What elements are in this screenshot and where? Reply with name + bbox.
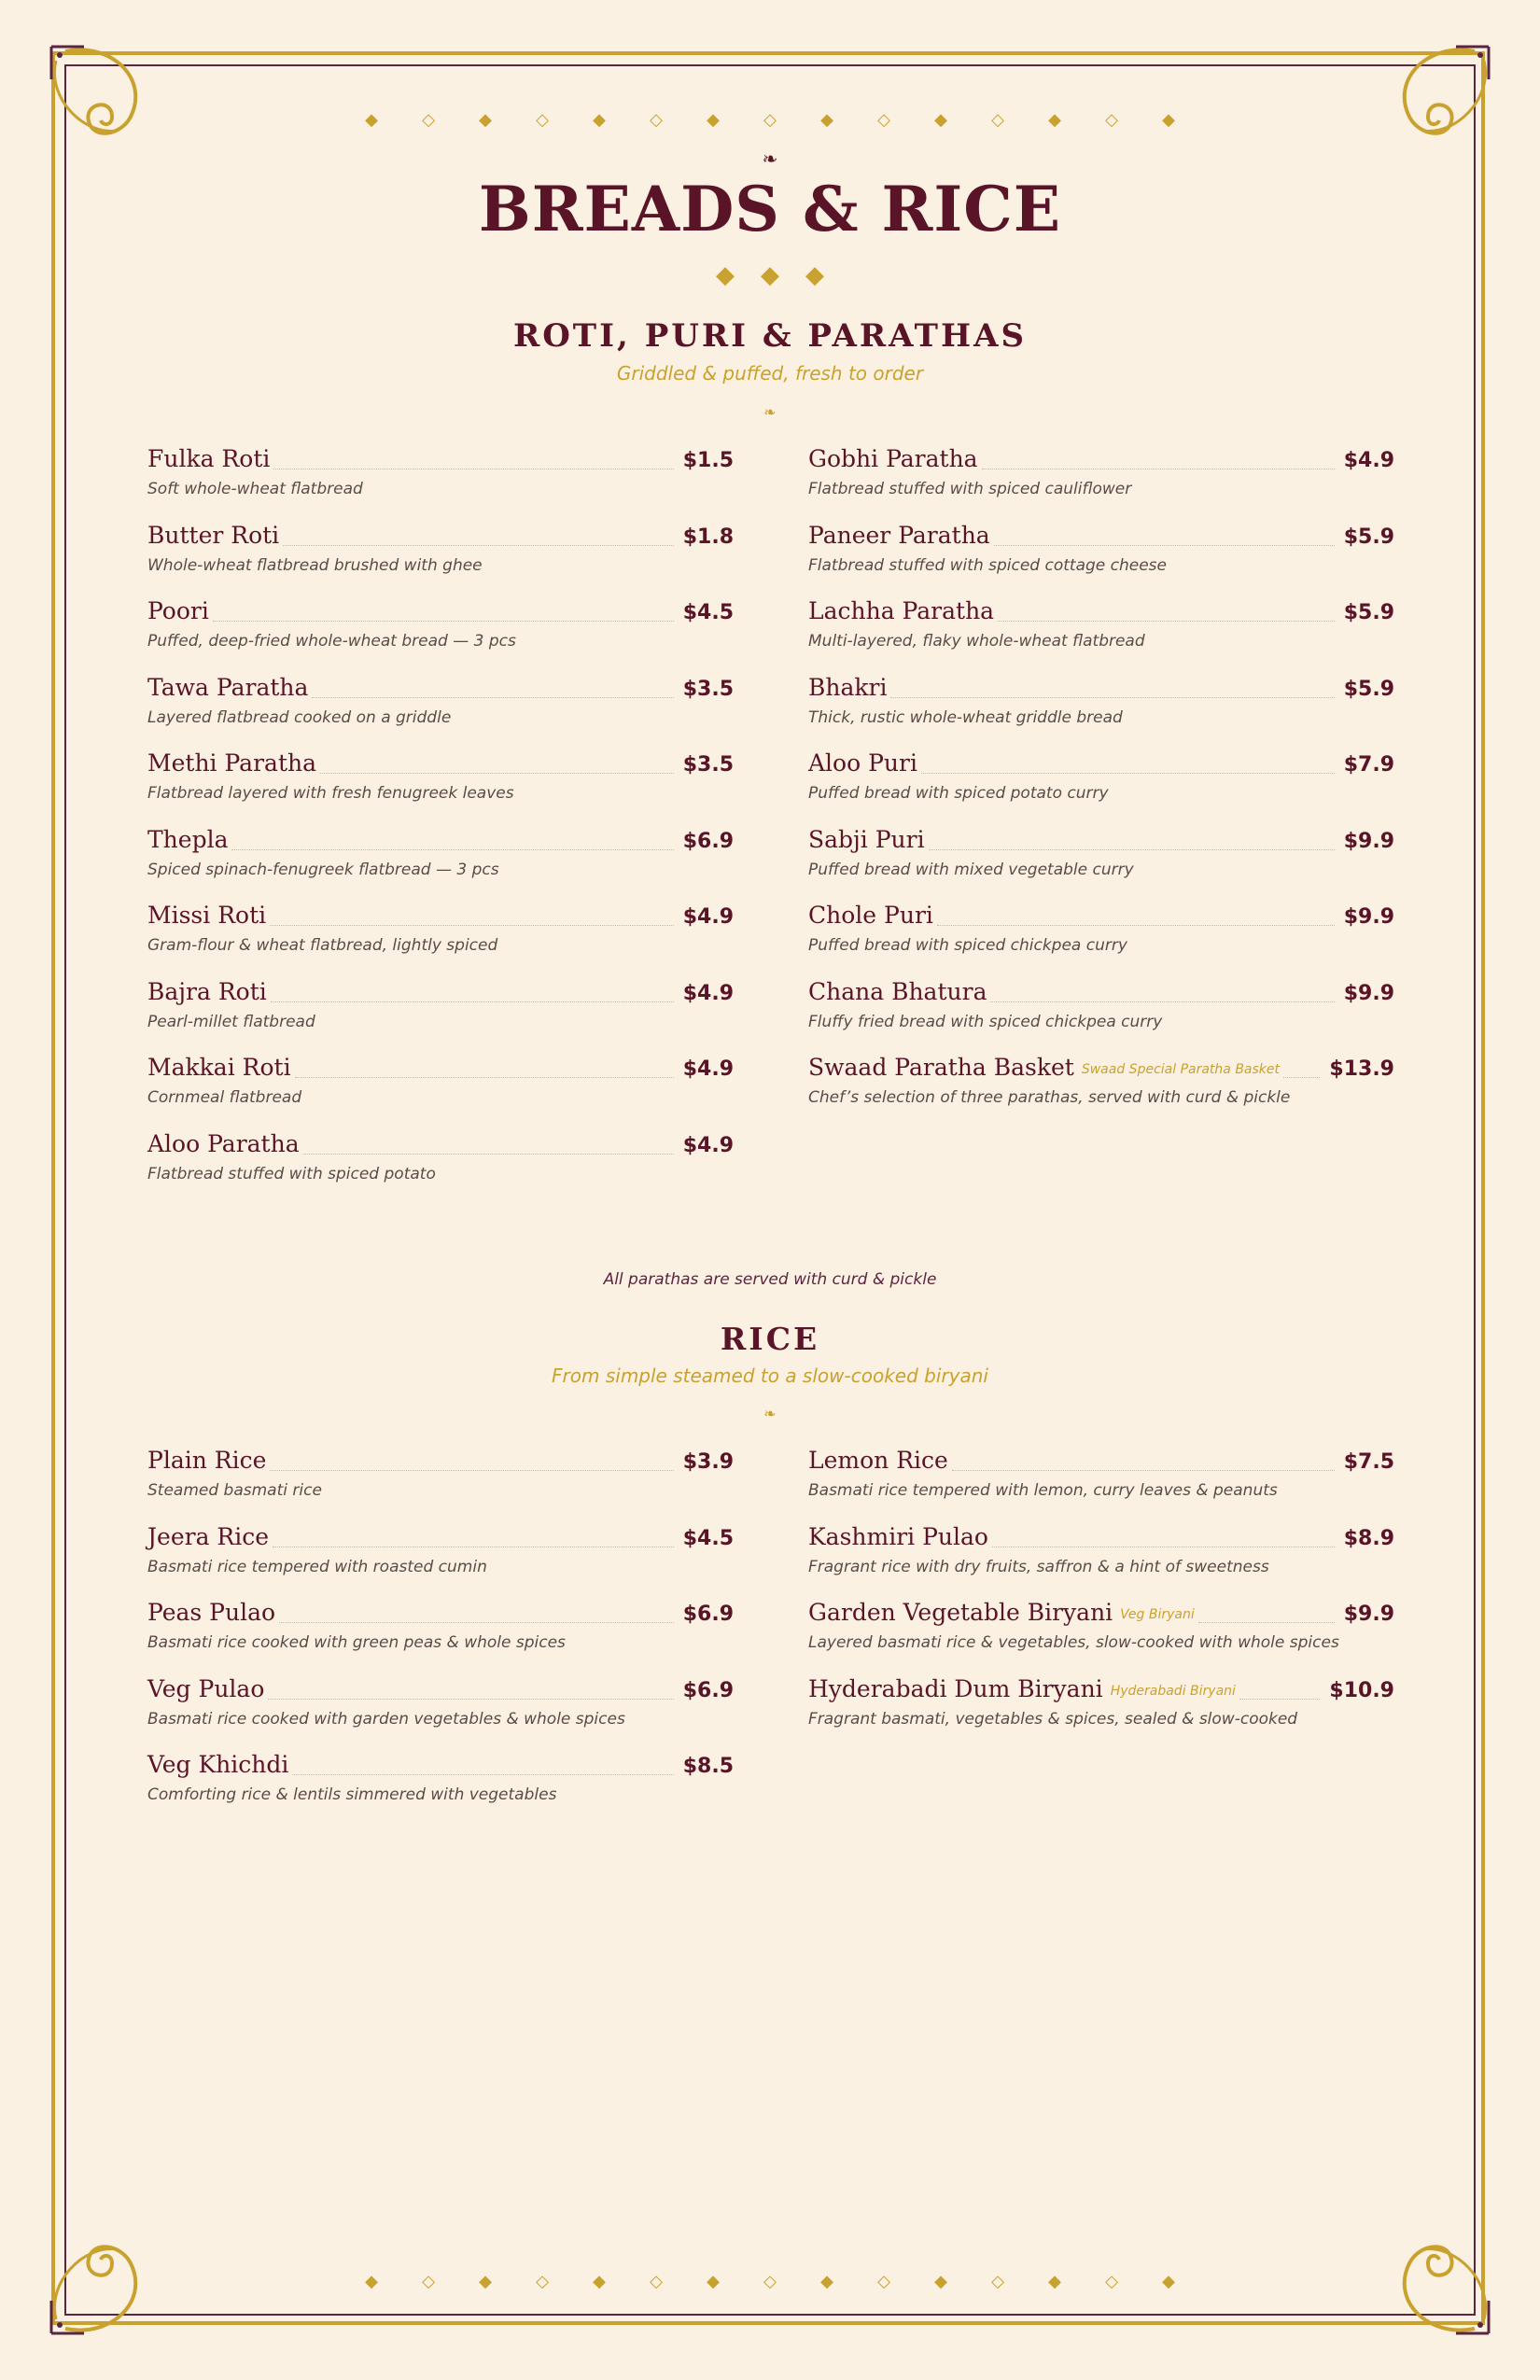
item-price: $6.9 [682, 829, 734, 853]
item-price: $13.9 [1329, 1057, 1394, 1081]
item-description: Spiced spinach-fenugreek flatbread — 3 pcs [147, 860, 499, 879]
item-name: Methi Paratha [147, 749, 316, 777]
dotted-leader [994, 545, 1335, 546]
fleuron-icon: ❧ [763, 403, 777, 421]
menu-item [147, 597, 734, 674]
dotted-leader [292, 1774, 673, 1775]
item-price: $3.5 [682, 677, 734, 701]
item-name: Kashmiri Pulao [808, 1522, 988, 1550]
diamond-icon: ◇ [1105, 2272, 1118, 2291]
item-alt-name: Hyderabadi Biryani [1110, 1683, 1236, 1699]
item-description: Flatbread layered with fresh fenugreek leaves [147, 784, 514, 803]
dotted-leader [270, 925, 674, 926]
diamond-icon: ◇ [422, 2272, 435, 2291]
item-price: $1.8 [682, 525, 734, 549]
menu-item [808, 674, 1394, 750]
item-description: Cornmeal flatbread [147, 1088, 302, 1107]
rice-right-column [808, 1447, 1394, 1751]
diamond-icon: ◆ [1162, 2272, 1175, 2291]
item-description: Basmati rice tempered with roasted cumin [147, 1557, 487, 1576]
diamond-icon: ◆ [707, 110, 720, 130]
item-price: $5.9 [1343, 677, 1394, 701]
menu-item [808, 978, 1394, 1055]
item-name: Lachha Paratha [808, 597, 995, 624]
diamond-row-top [0, 110, 1540, 130]
diamond-icon: ◆ [1162, 110, 1175, 130]
dotted-leader [890, 697, 1334, 698]
item-name: Poori [147, 597, 209, 624]
item-description: Basmati rice cooked with garden vegetables & whole spices [147, 1709, 625, 1729]
item-price: $4.9 [682, 1133, 734, 1157]
page-title: BREADS & RICE [478, 173, 1062, 245]
item-description: Puffed bread with mixed vegetable curry [808, 860, 1134, 879]
item-name: Veg Khichdi [147, 1751, 289, 1778]
item-name: Thepla [147, 825, 229, 853]
menu-item [147, 445, 734, 522]
menu-item [808, 597, 1394, 674]
item-description: Puffed, deep-fried whole-wheat bread — 3 pcs [147, 632, 516, 651]
dotted-leader [268, 1699, 673, 1700]
item-name: Aloo Puri [808, 749, 917, 777]
item-price: $10.9 [1329, 1678, 1394, 1702]
item-name: Swaad Paratha Basket [808, 1054, 1074, 1081]
dotted-leader [213, 621, 674, 622]
diamond-icon: ◇ [650, 2272, 663, 2291]
diamond-icon: ◆ [820, 110, 833, 130]
diamond-icon: ◆ [365, 110, 378, 130]
menu-item [808, 1447, 1394, 1523]
item-name: Missi Roti [147, 902, 267, 929]
menu-item [808, 1054, 1394, 1130]
diamond-icon: ◆ [593, 110, 606, 130]
menu-item [147, 1751, 734, 1827]
item-description: Fluffy fried bread with spiced chickpea curry [808, 1012, 1163, 1031]
diamond-icon: ◇ [1105, 110, 1118, 130]
item-name: Sabji Puri [808, 825, 925, 853]
section-subtitle-breads: Griddled & puffed, fresh to order [616, 362, 924, 385]
dotted-leader [937, 925, 1335, 926]
dotted-leader [295, 1077, 674, 1078]
item-price: $7.9 [1343, 753, 1394, 777]
item-name: Chole Puri [808, 902, 933, 929]
diamond-icon: ◇ [536, 110, 549, 130]
item-alt-name: Swaad Special Paratha Basket [1081, 1062, 1281, 1077]
dotted-leader [283, 545, 674, 546]
item-price: $9.9 [1343, 1603, 1394, 1626]
diamond-icon: ◆ [1048, 2272, 1061, 2291]
item-name: Peas Pulao [147, 1599, 276, 1626]
diamond-icon: ◆ [934, 110, 947, 130]
diamond-icon: ◆ [365, 2272, 378, 2291]
item-description: Whole-wheat flatbread brushed with ghee [147, 555, 483, 575]
item-name: Veg Pulao [147, 1674, 265, 1702]
diamond-row-bottom [0, 2272, 1540, 2291]
section-title-breads: ROTI, PURI & PARATHAS [512, 317, 1028, 355]
item-name: Jeera Rice [147, 1522, 270, 1550]
item-description: Flatbread stuffed with spiced cauliflower [808, 480, 1132, 498]
item-name: Butter Roti [147, 521, 280, 549]
item-description: Steamed basmati rice [147, 1481, 322, 1500]
item-name: Bhakri [808, 673, 888, 701]
item-price: $9.9 [1343, 905, 1394, 929]
menu-item [147, 1523, 734, 1600]
diamond-icon: ◇ [991, 110, 1004, 130]
menu-item [808, 1599, 1394, 1675]
dotted-leader [279, 1622, 674, 1623]
diamond-icon: ◆ [716, 261, 735, 289]
item-name: Aloo Paratha [147, 1129, 300, 1157]
item-name: Gobhi Paratha [808, 445, 978, 472]
menu-item [147, 826, 734, 903]
item-description: Thick, rustic whole-wheat griddle bread [808, 707, 1123, 727]
diamond-icon: ◇ [763, 2272, 777, 2291]
item-name: Garden Vegetable Biryani [808, 1599, 1113, 1626]
item-price: $3.5 [682, 753, 734, 777]
item-description: Flatbread stuffed with spiced cottage cheese [808, 555, 1168, 575]
rice-left-column [147, 1447, 734, 1827]
menu-item [147, 978, 734, 1055]
breads-left-column [147, 445, 734, 1206]
item-price: $9.9 [1343, 829, 1394, 853]
item-description: Chef’s selection of three parathas, served with curd & pickle [808, 1088, 1291, 1107]
item-price: $4.9 [682, 981, 734, 1005]
menu-item [808, 826, 1394, 903]
diamond-icon: ◇ [877, 2272, 890, 2291]
diamond-icon: ◆ [479, 2272, 492, 2291]
item-alt-name: Veg Biryani [1120, 1607, 1195, 1622]
fleuron-icon: ❧ [762, 147, 778, 170]
breads-right-column [808, 445, 1394, 1130]
item-price: $8.9 [1343, 1526, 1394, 1550]
diamond-icon: ◇ [877, 110, 890, 130]
dotted-leader [952, 1470, 1335, 1471]
item-price: $7.5 [1343, 1450, 1394, 1474]
menu-item [147, 902, 734, 978]
item-description: Basmati rice tempered with lemon, curry leaves & peanuts [808, 1481, 1278, 1500]
menu-item [808, 522, 1394, 598]
item-name: Lemon Rice [808, 1447, 948, 1474]
item-price: $5.9 [1343, 525, 1394, 549]
item-description: Flatbread stuffed with spiced potato [147, 1164, 436, 1183]
menu-item [147, 1447, 734, 1523]
dotted-leader [990, 1001, 1334, 1002]
item-price: $8.5 [682, 1755, 734, 1778]
item-price: $6.9 [682, 1678, 734, 1702]
item-description: Fragrant rice with dry fruits, saffron & a hint of sweetness [808, 1557, 1269, 1576]
item-price: $4.5 [682, 601, 734, 624]
dotted-leader [1198, 1622, 1335, 1623]
fleuron-icon: ❧ [763, 1405, 777, 1422]
item-description: Layered flatbread cooked on a griddle [147, 707, 452, 727]
item-description: Comforting rice & lentils simmered with vegetables [147, 1785, 557, 1804]
item-price: $4.9 [682, 905, 734, 929]
dotted-leader [312, 697, 673, 698]
item-price: $4.9 [1343, 449, 1394, 472]
menu-item [147, 674, 734, 750]
section-title-rice: RICE [720, 1321, 820, 1357]
diamond-icon: ◆ [1048, 110, 1061, 130]
dotted-leader [929, 849, 1335, 850]
item-description: Multi-layered, flaky whole-wheat flatbread [808, 632, 1145, 651]
diamond-icon: ◆ [761, 261, 779, 289]
diamond-icon: ◇ [763, 110, 777, 130]
item-name: Tawa Paratha [147, 673, 309, 701]
item-name: Chana Bhatura [808, 977, 987, 1005]
diamond-icon: ◆ [707, 2272, 720, 2291]
item-description: Layered basmati rice & vegetables, slow-cooked with whole spices [808, 1633, 1339, 1652]
item-price: $4.9 [682, 1057, 734, 1081]
breads-note: All parathas are served with curd & pickle [603, 1270, 937, 1289]
item-name: Fulka Roti [147, 445, 271, 472]
dotted-leader [231, 849, 673, 850]
diamond-icon: ◇ [422, 110, 435, 130]
menu-item [808, 1523, 1394, 1600]
item-price: $1.5 [682, 449, 734, 472]
diamond-icon: ◆ [805, 261, 824, 289]
diamond-icon: ◇ [536, 2272, 549, 2291]
menu-item [147, 1599, 734, 1675]
item-description: Gram-flour & wheat flatbread, lightly spiced [147, 936, 498, 955]
menu-item [808, 1675, 1394, 1752]
menu-item [147, 1675, 734, 1752]
dotted-leader [921, 773, 1335, 774]
menu-item [808, 902, 1394, 978]
item-description: Basmati rice cooked with green peas & whole spices [147, 1633, 566, 1652]
dotted-leader [270, 1470, 673, 1471]
menu-item [808, 445, 1394, 522]
dotted-leader [271, 1001, 674, 1002]
dotted-leader [1239, 1699, 1321, 1700]
menu-item [147, 1130, 734, 1207]
dotted-leader [303, 1154, 674, 1155]
item-description: Fragrant basmati, vegetables & spices, sealed & slow-cooked [808, 1709, 1298, 1729]
item-price: $3.9 [682, 1450, 734, 1474]
menu-item [147, 522, 734, 598]
item-price: $4.5 [682, 1526, 734, 1550]
diamond-icon: ◆ [820, 2272, 833, 2291]
diamond-icon: ◆ [479, 110, 492, 130]
diamond-icon: ◇ [991, 2272, 1004, 2291]
menu-item [808, 749, 1394, 826]
item-name: Hyderabadi Dum Biryani [808, 1674, 1103, 1702]
diamond-icon: ◆ [934, 2272, 947, 2291]
item-price: $6.9 [682, 1603, 734, 1626]
title-diamonds [0, 261, 1540, 289]
menu-item [147, 749, 734, 826]
diamond-icon: ◆ [593, 2272, 606, 2291]
item-price: $5.9 [1343, 601, 1394, 624]
item-name: Bajra Roti [147, 977, 267, 1005]
menu-item [147, 1054, 734, 1130]
dotted-leader [1283, 1077, 1320, 1078]
dotted-leader [320, 773, 674, 774]
dotted-leader [998, 621, 1335, 622]
item-description: Puffed bread with spiced chickpea curry [808, 936, 1127, 955]
item-description: Pearl-millet flatbread [147, 1012, 315, 1031]
item-description: Soft whole-wheat flatbread [147, 480, 363, 498]
item-name: Makkai Roti [147, 1054, 291, 1081]
section-subtitle-rice: From simple steamed to a slow-cooked biryani [552, 1365, 988, 1387]
item-name: Paneer Paratha [808, 521, 990, 549]
item-name: Plain Rice [147, 1447, 267, 1474]
item-price: $9.9 [1343, 981, 1394, 1005]
item-description: Puffed bread with spiced potato curry [808, 784, 1109, 803]
diamond-icon: ◇ [650, 110, 663, 130]
